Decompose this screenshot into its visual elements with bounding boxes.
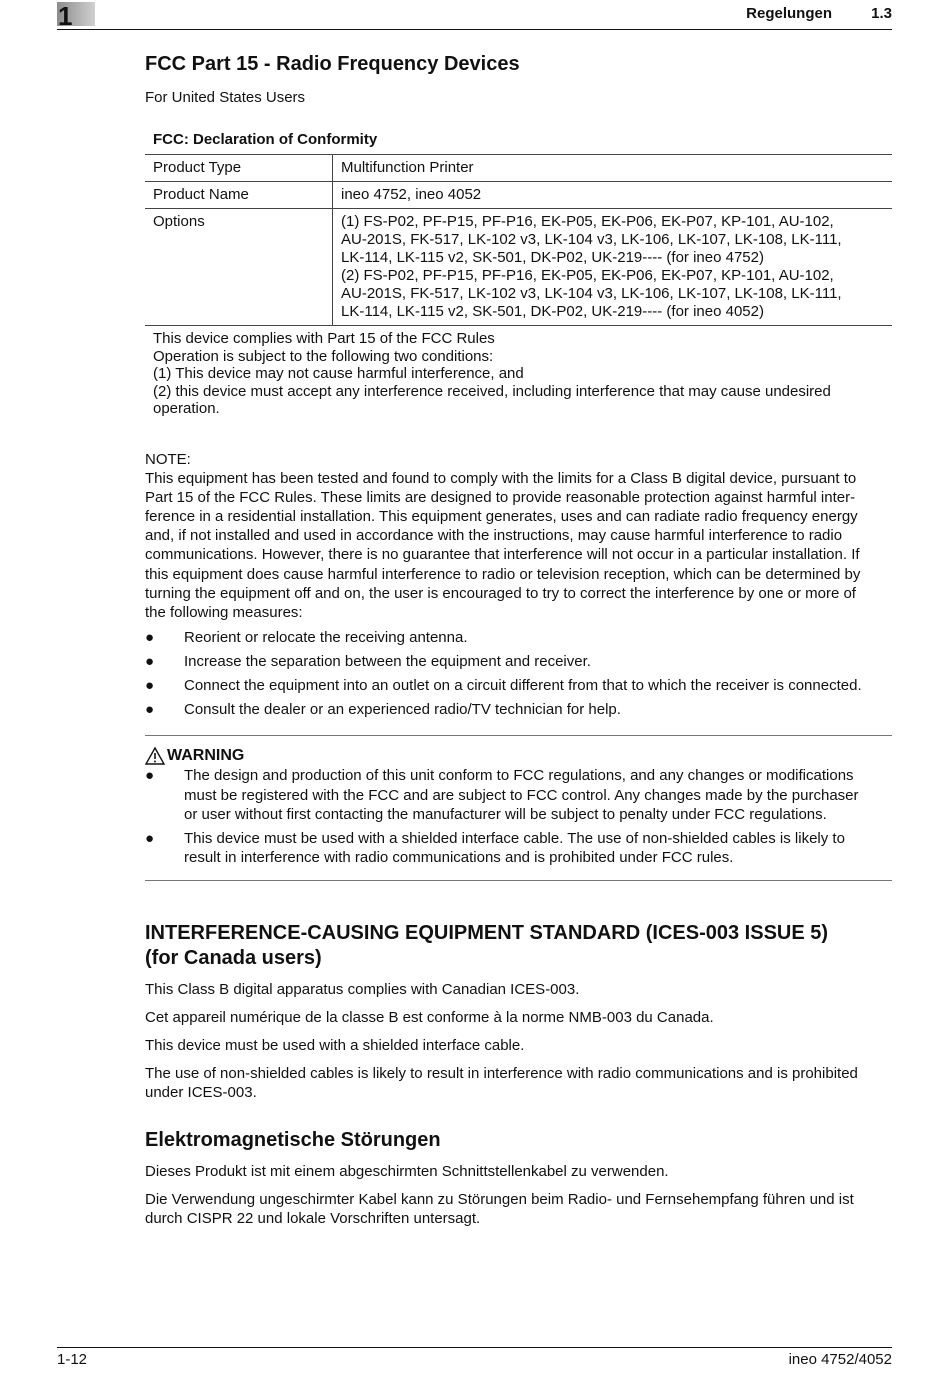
value-line: ineo 4752, ineo 4052 bbox=[341, 186, 482, 203]
table-row bbox=[145, 209, 892, 326]
ices-paragraph bbox=[145, 1036, 892, 1055]
warning-line: This device must be used with a shielded interface cable. The use of non-shielded cables is likely to bbox=[184, 829, 845, 847]
warning-box bbox=[145, 735, 892, 881]
list-item bbox=[145, 652, 892, 671]
bullet-icon: ● bbox=[145, 677, 155, 695]
list-item bbox=[145, 829, 892, 867]
paragraph-text: Dieses Produkt ist mit einem abgeschirmten Schnittstellenkabel zu verwenden. bbox=[145, 1162, 669, 1180]
footer-model: ineo 4752/4052 bbox=[788, 1351, 892, 1368]
list-item bbox=[145, 628, 892, 647]
value-line: AU-201S, FK-517, LK-102 v3, LK-104 v3, LK-106, LK-107, LK-108, LK-111, bbox=[341, 231, 842, 248]
note-line: This equipment has been tested and found to comply with the limits for a Class B digital device, pursuant to bbox=[145, 469, 857, 487]
note-line: Part 15 of the FCC Rules. These limits are designed to provide reasonable protection against harmful inter- bbox=[145, 488, 856, 506]
declaration-table-title: FCC: Declaration of Conformity bbox=[153, 131, 378, 148]
note-line: communications. However, there is no guarantee that interference will not occur in a particular installation. If bbox=[145, 546, 860, 564]
compliance-line: Operation is subject to the following two conditions: bbox=[153, 347, 494, 365]
fcc-subtitle: For United States Users bbox=[145, 89, 306, 106]
bullet-icon: ● bbox=[145, 701, 155, 719]
paragraph-line: durch CISPR 22 und lokale Vorschriften untersagt. bbox=[145, 1209, 481, 1227]
ices-title-line: (for Canada users) bbox=[145, 946, 322, 969]
paragraph-text: This device must be used with a shielded interface cable. bbox=[145, 1036, 525, 1054]
value-line: LK-114, LK-115 v2, SK-501, DK-P02, UK-219---- (for ineo 4752) bbox=[341, 249, 764, 266]
note-line: turning the equipment off and on, the user is encouraged to try to correct the interference by one or more of bbox=[145, 584, 856, 602]
paragraph-line: Die Verwendung ungeschirmter Kabel kann zu Störungen beim Radio- und Fernsehempfang führen und ist bbox=[145, 1190, 854, 1208]
header-section-number: 1.3 bbox=[871, 5, 892, 22]
paragraph-line: under ICES-003. bbox=[145, 1083, 257, 1101]
page-number: 1-12 bbox=[57, 1351, 88, 1368]
row-value bbox=[333, 155, 893, 182]
paragraph-text: Cet appareil numérique de la classe B est conforme à la norme NMB-003 du Canada. bbox=[145, 1008, 714, 1026]
list-item-text: Reorient or relocate the receiving antenna. bbox=[184, 629, 468, 647]
value-line: AU-201S, FK-517, LK-102 v3, LK-104 v3, LK-106, LK-107, LK-108, LK-111, bbox=[341, 285, 842, 302]
compliance-line: operation. bbox=[153, 400, 220, 417]
paragraph-line: The use of non-shielded cables is likely to result in interference with radio communications and is prohibited bbox=[145, 1064, 858, 1082]
ices-paragraph bbox=[145, 1008, 892, 1027]
row-label: Product Name bbox=[145, 182, 333, 209]
note-line: and, if not installed and used in accordance with the instructions, may cause harmful interference to radio bbox=[145, 527, 843, 545]
ices-title bbox=[145, 921, 892, 971]
measures-list bbox=[145, 628, 892, 719]
ices-title-line: INTERFERENCE-CAUSING EQUIPMENT STANDARD (ICES-003 ISSUE 5) bbox=[145, 921, 829, 944]
chapter-number: 1 bbox=[58, 1, 73, 31]
compliance-statement bbox=[145, 326, 892, 418]
warning-line: or user without first contacting the manufacturer will be subject to penalty under FCC regulations. bbox=[184, 805, 827, 823]
row-label: Product Type bbox=[145, 155, 333, 182]
note-heading: NOTE: bbox=[145, 450, 191, 468]
list-item-text: Consult the dealer or an experienced radio/TV technician for help. bbox=[184, 701, 621, 719]
note-line: ference in a residential installation. This equipment generates, uses and can radiate radio frequency energy bbox=[145, 507, 858, 525]
table-row bbox=[145, 155, 892, 182]
compliance-line: (1) This device may not cause harmful interference, and bbox=[153, 365, 524, 382]
warning-line: The design and production of this unit conform to FCC regulations, and any changes or modifications bbox=[184, 767, 854, 785]
value-line: (1) FS-P02, PF-P15, PF-P16, EK-P05, EK-P06, EK-P07, KP-101, AU-102, bbox=[341, 213, 834, 230]
warning-line: must be registered with the FCC and are subject to FCC control. Any changes made by the purchaser bbox=[184, 786, 859, 804]
warning-heading bbox=[145, 746, 892, 766]
warning-line: result in interference with radio communications and is prohibited under FCC rules. bbox=[184, 848, 734, 866]
warning-list bbox=[145, 766, 892, 867]
list-item-text: Connect the equipment into an outlet on a circuit different from that to which the receiver is connected. bbox=[184, 677, 862, 695]
value-line: (2) FS-P02, PF-P15, PF-P16, EK-P05, EK-P06, EK-P07, KP-101, AU-102, bbox=[341, 267, 834, 284]
row-value bbox=[333, 182, 893, 209]
declaration-table bbox=[145, 154, 892, 326]
row-value bbox=[333, 209, 893, 326]
ices-paragraph bbox=[145, 1064, 892, 1102]
footer-divider bbox=[57, 1347, 892, 1348]
table-row bbox=[145, 182, 892, 209]
bullet-icon: ● bbox=[145, 767, 155, 785]
bullet-icon: ● bbox=[145, 829, 155, 847]
note-line: the following measures: bbox=[145, 603, 303, 621]
bullet-icon: ● bbox=[145, 629, 155, 647]
emv-paragraph bbox=[145, 1162, 892, 1181]
header-section-title: Regelungen bbox=[746, 5, 832, 22]
value-line: Multifunction Printer bbox=[341, 159, 474, 176]
ices-paragraph bbox=[145, 980, 892, 999]
warning-title: WARNING bbox=[167, 747, 245, 765]
paragraph-text: This Class B digital apparatus complies with Canadian ICES-003. bbox=[145, 980, 580, 998]
compliance-line: (2) this device must accept any interference received, including interference that may cause undesired bbox=[153, 382, 831, 400]
note-body bbox=[145, 469, 892, 623]
value-line: LK-114, LK-115 v2, SK-501, DK-P02, UK-219---- (for ineo 4052) bbox=[341, 303, 764, 320]
note-line: this equipment does cause harmful interference to radio or television reception, which can be determined by bbox=[145, 565, 861, 583]
page-content bbox=[145, 50, 892, 1228]
fcc-title: FCC Part 15 - Radio Frequency Devices bbox=[145, 53, 520, 75]
row-label: Options bbox=[145, 209, 333, 326]
warning-triangle-icon bbox=[145, 747, 165, 765]
bullet-icon: ● bbox=[145, 653, 155, 671]
list-item-text: Increase the separation between the equipment and receiver. bbox=[184, 653, 591, 671]
header-divider bbox=[57, 29, 892, 30]
list-item bbox=[145, 766, 892, 824]
list-item bbox=[145, 700, 892, 719]
list-item bbox=[145, 676, 892, 695]
emv-paragraph bbox=[145, 1190, 892, 1228]
emv-title: Elektromagnetische Störungen bbox=[145, 1128, 441, 1151]
compliance-line: This device complies with Part 15 of the FCC Rules bbox=[153, 330, 495, 347]
